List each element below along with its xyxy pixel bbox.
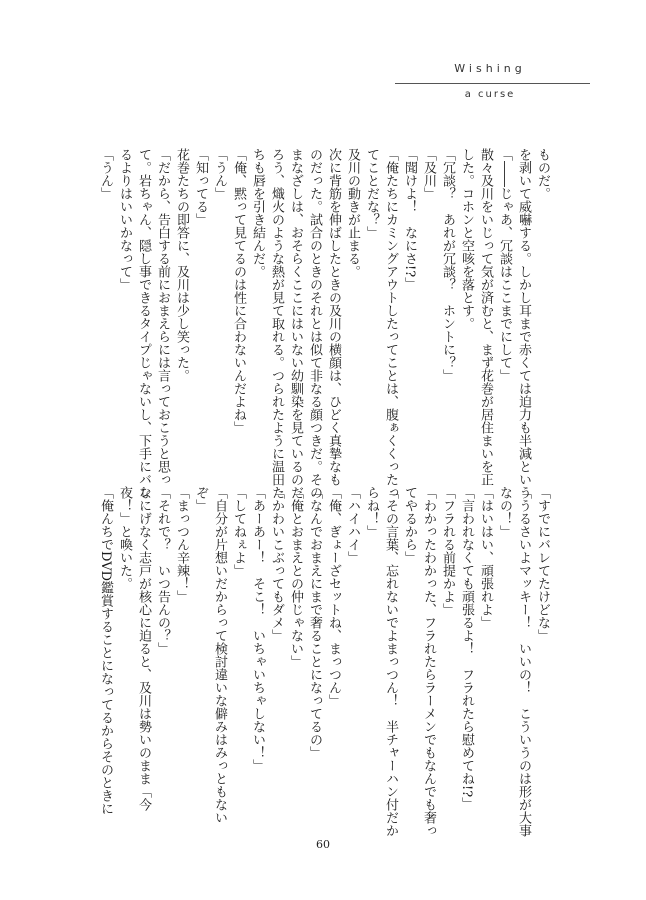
running-title: Wishing: [454, 62, 526, 75]
text-line: を剥いて威嚇する。しかし耳まで赤くては迫力も半減という: [516, 148, 531, 499]
text-line: 「まっつん辛辣！」: [174, 486, 189, 603]
text-line: 「及川」: [421, 148, 436, 200]
text-line: 「なんでおまえにまで奢ることになってるの」: [307, 486, 322, 759]
text-line: 「冗談？ あれが冗談？ ホントに？」: [440, 148, 455, 382]
text-line: 「知ってる」: [193, 148, 208, 226]
text-line: なにげなく志戸が核心に迫ると、及川は勢いのまま「今: [136, 486, 151, 811]
text-line: 「だから、告白する前におまえらには言っておこうと思っ: [155, 148, 170, 486]
text-line: 「――じゃあ、冗談はここまでにして」: [497, 148, 512, 382]
text-line: 「すでにバレてたけどな」: [535, 486, 550, 642]
text-line: 散々及川をいじって気が済むと、まず花巻が居住まいを正: [478, 148, 493, 486]
text-line: 「それで？ いつ告んの？」: [155, 486, 170, 655]
text-line: 「ハイハイ」: [345, 486, 360, 564]
body-text-lower: [98, 486, 552, 837]
header-rule: [395, 83, 590, 84]
text-line: ものだ。: [535, 148, 550, 200]
text-line: 「自分が片想いだからって検討違いな僻みはみっともない: [212, 486, 227, 824]
text-line: 「俺んちでDVD鑑賞することになってるからそのときに: [98, 486, 113, 816]
text-line: 「フラれる前提かよ」: [440, 486, 455, 616]
text-line: 「俺、ぎょーざセットね、まっつん」: [326, 486, 341, 707]
text-line: 「俺とおまえとの仲じゃない」: [288, 486, 303, 668]
text-line: ちも唇を引き結んだ。: [250, 148, 265, 278]
text-line: 「聞けよ！ なにさ!?」: [402, 148, 417, 291]
running-subtitle: a curse: [464, 89, 516, 100]
text-line: 「俺たちにカミングアウトしたってことは、腹ぁくくったっ: [383, 148, 398, 499]
text-line: 「はいはい、頑張れよ」: [478, 486, 493, 629]
text-line: 「してねぇよ」: [231, 486, 246, 577]
text-line: 「俺、黙って見てるのは性に合わないんだよね」: [231, 148, 246, 434]
text-line: 「言われなくても頑張るよ！ フラれたら慰めてね!?」: [459, 486, 474, 811]
text-line: 「あーあー！ そこ！ いちゃいちゃしない！」: [250, 486, 265, 772]
text-line: 次に背筋を伸ばしたときの及川の横顔は、ひどく真摯なも: [326, 148, 341, 486]
text-line: なの！」: [497, 486, 512, 538]
text-line: てことだな？」: [364, 148, 379, 239]
text-line: てやるから」: [402, 486, 417, 564]
text-line: 「その言葉、忘れないでよまっつん！ 半チャーハン付だか: [383, 486, 398, 837]
text-line: 「かわいこぶってもダメ」: [269, 486, 284, 642]
text-line: 及川の動きが止まる。: [345, 148, 360, 278]
body-text-upper: [98, 148, 552, 499]
text-line: 夜！」と喚いた。: [117, 486, 132, 590]
text-line: るよりはいいかなって」: [117, 148, 132, 291]
text-line: した。コホンと空咳を落とす。: [459, 148, 474, 330]
text-line: ぞ」: [193, 486, 208, 512]
text-line: 「うるさいよマッキー！ いいの！ こういうのは形が大事: [516, 486, 531, 837]
text-line: らね！」: [364, 486, 379, 538]
text-line: 「うん」: [212, 148, 227, 200]
text-line: ろう、熾火のような熱が見て取れる。つられたように温田た: [269, 148, 284, 499]
text-line: 「わかったわかった、フラれたらラーメンでもなんでも奢っ: [421, 486, 436, 837]
text-line: て。岩ちゃん、隠し事できるタイプじゃないし、下手にバレ: [136, 148, 151, 499]
text-line: まなざしは、おそらくここにはいない幼馴染を見ているのだ: [288, 148, 303, 499]
text-line: のだった。試合のときのそれとは似て非なる顔つきだ。その: [307, 148, 322, 499]
text-line: 花巻たちの即答に、及川は少し笑った。: [174, 148, 189, 382]
text-line: 「うん」: [98, 148, 113, 200]
page-number: 60: [316, 838, 330, 851]
